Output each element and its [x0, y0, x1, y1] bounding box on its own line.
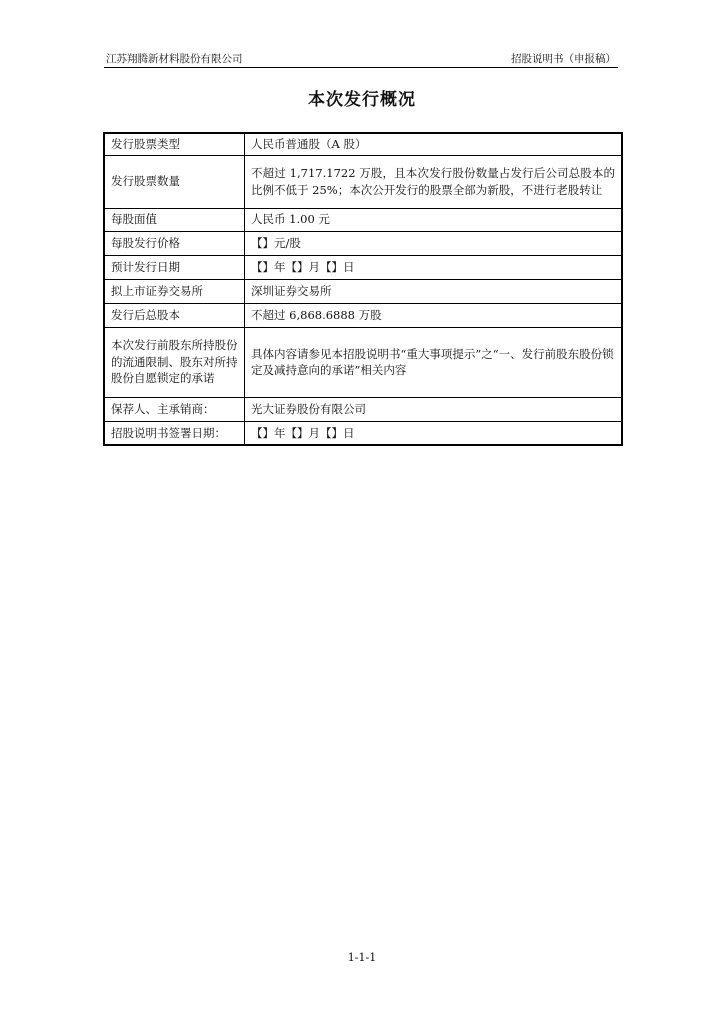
row-label: 每股发行价格 — [104, 231, 245, 255]
table-row — [104, 397, 622, 421]
row-value: 光大证券股份有限公司 — [245, 397, 623, 421]
row-value: 【】元/股 — [245, 231, 623, 255]
table-row — [104, 255, 622, 279]
page-title: 本次发行概况 — [308, 90, 416, 110]
table-row — [104, 133, 622, 155]
row-label: 发行股票类型 — [104, 133, 245, 155]
header-company-name: 江苏翔腾新材料股份有限公司 — [106, 53, 243, 65]
table-row — [104, 208, 622, 231]
row-value: 不超过 6,868.6888 万股 — [245, 303, 623, 327]
offering-overview-table — [103, 132, 623, 446]
row-label: 本次发行前股东所持股份的流通限制、股东对所持股份自愿锁定的承诺 — [104, 327, 245, 397]
table-row — [104, 327, 622, 397]
row-label: 招股说明书签署日期： — [104, 421, 245, 445]
row-value: 不超过 1,717.1722 万股，且本次发行股份数量占发行后公司总股本的比例不低于 25%；本次公开发行的股票全部为新股，不进行老股转让 — [245, 155, 623, 208]
row-value: 【】年【】月【】日 — [245, 255, 623, 279]
header-document-type: 招股说明书（申报稿） — [511, 53, 616, 65]
row-value: 人民币普通股（A 股） — [245, 133, 623, 155]
header-divider — [104, 67, 618, 68]
row-value: 具体内容请参见本招股说明书“重大事项提示”之“一、发行前股东股份锁定及减持意向的承诺”相关内容 — [245, 327, 623, 397]
row-label: 发行股票数量 — [104, 155, 245, 208]
row-label: 发行后总股本 — [104, 303, 245, 327]
row-value: 【】年【】月【】日 — [245, 421, 623, 445]
table-row — [104, 279, 622, 303]
page-header — [104, 52, 618, 67]
table-row — [104, 231, 622, 255]
row-label: 保荐人、主承销商： — [104, 397, 245, 421]
row-label: 拟上市证券交易所 — [104, 279, 245, 303]
table-row — [104, 421, 622, 445]
table-row — [104, 303, 622, 327]
row-value: 人民币 1.00 元 — [245, 208, 623, 231]
table-row — [104, 155, 622, 208]
page-number: 1-1-1 — [347, 951, 377, 964]
row-label: 每股面值 — [104, 208, 245, 231]
row-value: 深圳证券交易所 — [245, 279, 623, 303]
row-label: 预计发行日期 — [104, 255, 245, 279]
